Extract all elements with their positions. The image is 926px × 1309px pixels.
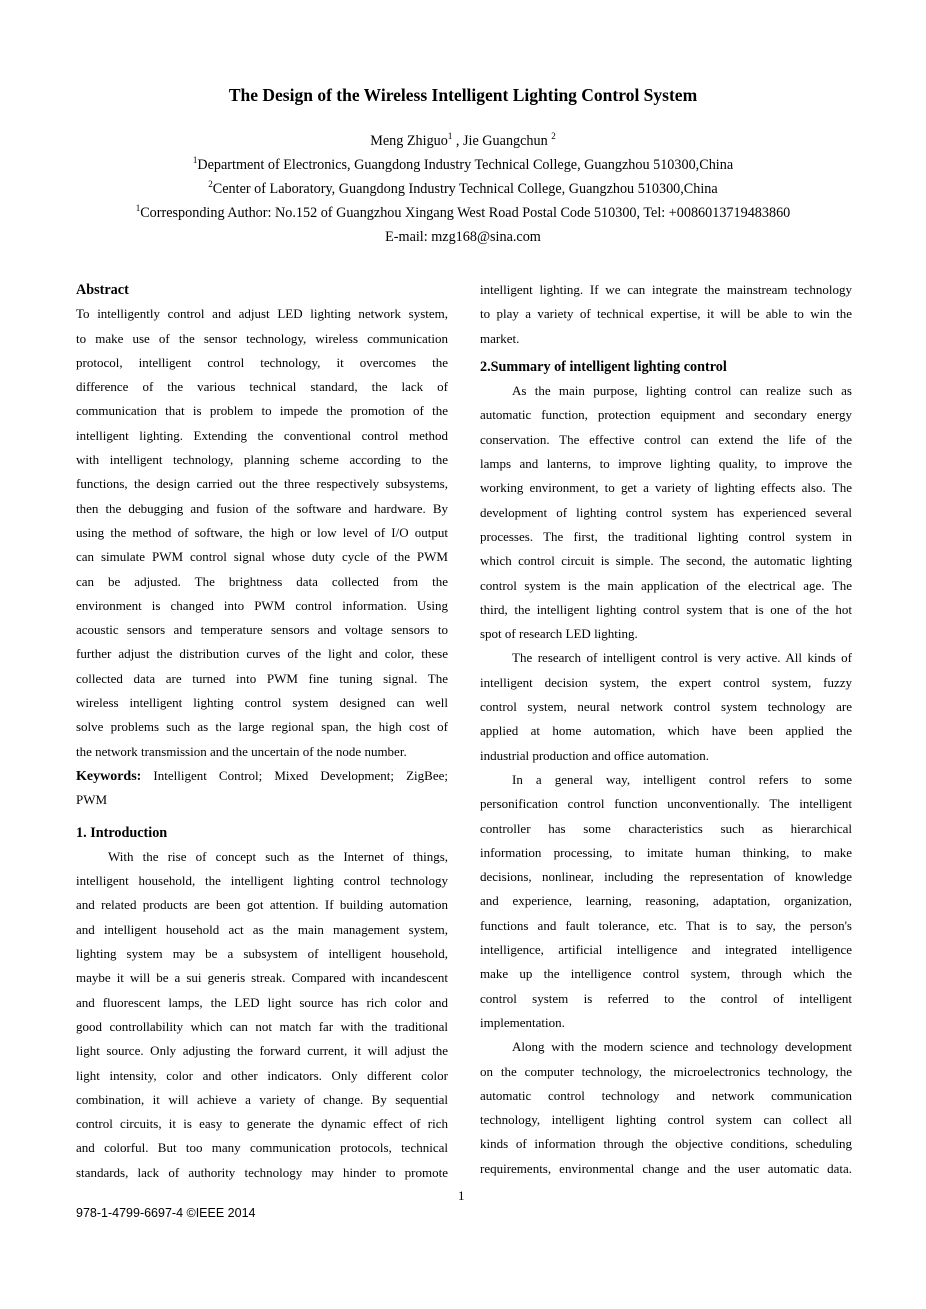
isbn-copyright: 978-1-4799-6697-4 ©IEEE 2014 bbox=[76, 1206, 256, 1220]
paragraph-line: industrial production and office automation. bbox=[480, 747, 710, 763]
author-1: Meng Zhiguo bbox=[370, 133, 448, 149]
email: E-mail: mzg168@sina.com bbox=[385, 229, 541, 245]
paragraph-line: kinds of information through the objective conditions, scheduling bbox=[480, 1136, 852, 1152]
abstract-line: environment is changed into PWM control information. Using bbox=[76, 597, 448, 613]
paragraph-line: make up the intelligence control system, through which the bbox=[480, 966, 852, 982]
author-separator: , bbox=[452, 133, 463, 149]
author-line bbox=[0, 133, 926, 150]
keywords-line-2: PWM bbox=[76, 792, 108, 808]
paragraph-line: functions and fault tolerance, etc. That is to say, the person's bbox=[480, 917, 852, 933]
affiliation-1-text: Department of Electronics, Guangdong Industry Technical College, Guangzhou 510300,China bbox=[197, 157, 734, 173]
paper-title: The Design of the Wireless Intelligent Lighting Control System bbox=[228, 85, 698, 105]
paragraph-line: information processing, to imitate human thinking, to make bbox=[480, 844, 852, 860]
author-2: Jie Guangchun bbox=[463, 133, 552, 149]
section-2-paragraph-4 bbox=[480, 1035, 852, 1181]
paragraph-line: The research of intelligent control is very active. All kinds of bbox=[512, 650, 852, 666]
corresponding-author-sup: 1 bbox=[135, 203, 141, 213]
paragraph-line: requirements, environmental change and the user automatic data. bbox=[480, 1160, 852, 1176]
abstract-line: can be adjusted. The brightness data collected from the bbox=[76, 573, 448, 589]
right-column bbox=[480, 278, 852, 1181]
abstract-line: To intelligently control and adjust LED lighting network system, bbox=[76, 306, 448, 322]
section-2-heading: 2.Summary of intelligent lighting control bbox=[480, 358, 727, 375]
paragraph-line: third, the intelligent lighting control system that is one of the hot bbox=[480, 601, 852, 617]
affiliation-1 bbox=[0, 157, 926, 174]
abstract-line: wireless intelligent lighting control system designed can well bbox=[76, 695, 448, 711]
keywords-label: Keywords: bbox=[76, 768, 142, 784]
abstract-line: further adjust the distribution curves of the light and color, these bbox=[76, 646, 448, 662]
paragraph-line: implementation. bbox=[480, 1014, 565, 1030]
paragraph-line: control system is the main application of the electrical age. The bbox=[480, 577, 852, 593]
author-2-sup: 2 bbox=[551, 131, 556, 141]
intro-line: and intelligent household act as the main management system, bbox=[76, 921, 448, 937]
author-1-sup: 1 bbox=[447, 131, 453, 141]
intro-line: control circuits, it is easy to generate the dynamic effect of rich bbox=[76, 1116, 448, 1132]
intro-line: light intensity, color and other indicators. Only different color bbox=[76, 1067, 448, 1083]
introduction-heading: 1. Introduction bbox=[76, 824, 168, 841]
paragraph-line: intelligent decision system, the expert control system, fuzzy bbox=[480, 674, 852, 690]
paragraph-line: lamps and lanterns, to improve lighting quality, to improve the bbox=[480, 456, 852, 472]
intro-line: and colorful. But too many communication protocols, technical bbox=[76, 1140, 448, 1156]
introduction-continued bbox=[480, 278, 852, 351]
section-2-paragraph-3 bbox=[480, 768, 852, 1035]
paragraph-line: conservation. The effective control can extend the life of the bbox=[480, 431, 852, 447]
paragraph-line: on the computer technology, the microelectronics technology, the bbox=[480, 1063, 852, 1079]
abstract-line: the network transmission and the uncertain of the node number. bbox=[76, 743, 407, 759]
intro-line: standards, lack of authority technology may hinder to promote bbox=[76, 1164, 448, 1180]
intro-line: good controllability which can not match far with the traditional bbox=[76, 1018, 448, 1034]
affiliation-2-sup: 2 bbox=[208, 179, 213, 189]
abstract-body bbox=[76, 302, 448, 764]
corresponding-author bbox=[0, 205, 926, 222]
left-column bbox=[76, 278, 448, 1185]
paragraph-line: spot of research LED lighting. bbox=[480, 626, 638, 642]
affiliation-2-text: Center of Laboratory, Guangdong Industry Technical College, Guangzhou 510300,China bbox=[212, 181, 718, 197]
paragraph-line: and experience, learning, reasoning, adaptation, organization, bbox=[480, 893, 852, 909]
paragraph-line: automatic function, protection equipment and secondary energy bbox=[480, 407, 852, 423]
affiliation-2 bbox=[0, 181, 926, 198]
intro-line: intelligent household, the intelligent lighting control technology bbox=[76, 873, 448, 889]
intro-line: With the rise of concept such as the Internet of things, bbox=[108, 848, 448, 864]
paragraph-line: control system, neural network control system technology are bbox=[480, 699, 852, 715]
intro-cont-line: intelligent lighting. If we can integrate the mainstream technology bbox=[480, 282, 852, 297]
section-2-paragraph-2 bbox=[480, 646, 852, 767]
abstract-line: communication that is problem to impede the promotion of the bbox=[76, 403, 448, 419]
intro-line: and related products are been got attention. If building automation bbox=[76, 897, 448, 913]
page-number: 1 bbox=[458, 1188, 465, 1203]
paragraph-line: processes. The first, the traditional lighting control system in bbox=[480, 528, 852, 544]
paragraph-line: working environment, to get a variety of lighting effects also. The bbox=[480, 480, 852, 496]
abstract-line: with intelligent technology, planning scheme according to the bbox=[76, 452, 448, 468]
paragraph-line: decisions, nonlinear, including the representation of knowledge bbox=[480, 869, 852, 885]
paragraph-line: As the main purpose, lighting control can realize such as bbox=[512, 383, 852, 399]
section-2-paragraph-1 bbox=[480, 379, 852, 646]
paragraph-line: Along with the modern science and technology development bbox=[512, 1039, 852, 1055]
paragraph-line: controller has some characteristics such as hierarchical bbox=[480, 820, 852, 836]
intro-cont-line: market. bbox=[480, 330, 520, 346]
keywords-line bbox=[76, 764, 448, 788]
intro-cont-line: to play a variety of technical expertise, it will be able to win the bbox=[480, 306, 852, 322]
paragraph-line: which control circuit is simple. The second, the automatic lighting bbox=[480, 553, 852, 569]
abstract-line: acoustic sensors and temperature sensors and voltage sensors to bbox=[76, 622, 448, 638]
intro-line: and fluorescent lamps, the LED light source has rich color and bbox=[76, 994, 448, 1010]
paragraph-line: intelligence, artificial intelligence and integrated intelligence bbox=[480, 942, 852, 958]
intro-line: combination, it will achieve a variety of change. By sequential bbox=[76, 1091, 448, 1107]
intro-line: maybe it will be a sui generis streak. Compared with incandescent bbox=[76, 970, 448, 986]
abstract-line: intelligent lighting. Extending the conventional control method bbox=[76, 427, 448, 443]
abstract-line: solve problems such as the large regional span, the high cost of bbox=[76, 719, 448, 735]
paragraph-line: In a general way, intelligent control refers to some bbox=[512, 771, 852, 787]
abstract-line: then the debugging and fusion of the software and hardware. By bbox=[76, 500, 448, 516]
corresponding-author-text: Corresponding Author: No.152 of Guangzhou Xingang West Road Postal Code 510300, Tel: +0086013719483860 bbox=[140, 205, 791, 221]
paragraph-line: control system is referred to the control of intelligent bbox=[480, 990, 852, 1006]
abstract-line: using the method of software, the high or low level of I/O output bbox=[76, 524, 448, 540]
introduction-body bbox=[76, 845, 448, 1185]
intro-line: lighting system may be a subsystem of intelligent household, bbox=[76, 946, 448, 962]
abstract-line: protocol, intelligent control technology, it overcomes the bbox=[76, 354, 448, 370]
paragraph-line: development of lighting control system has experienced several bbox=[480, 504, 852, 520]
paragraph-line: automatic control technology and network communication bbox=[480, 1087, 852, 1103]
paragraph-line: technology, intelligent lighting control system can collect all bbox=[480, 1112, 852, 1128]
keywords-text: Intelligent Control; Mixed Development; ZigBee; bbox=[141, 767, 448, 783]
affiliation-1-sup: 1 bbox=[192, 155, 198, 165]
intro-line: light source. Only adjusting the forward current, it will adjust the bbox=[76, 1043, 448, 1059]
paragraph-line: applied at home automation, which have been applied the bbox=[480, 723, 852, 739]
abstract-line: can simulate PWM control signal whose duty cycle of the PWM bbox=[76, 549, 448, 565]
paragraph-line: personification control function unconventionally. The intelligent bbox=[480, 796, 852, 812]
abstract-line: to make use of the sensor technology, wireless communication bbox=[76, 330, 448, 346]
abstract-heading: Abstract bbox=[76, 282, 129, 298]
abstract-line: difference of the various technical standard, the lack of bbox=[76, 379, 448, 395]
abstract-line: collected data are turned into PWM fine tuning signal. The bbox=[76, 670, 448, 686]
abstract-line: functions, the design carried out the three respectively subsystems, bbox=[76, 476, 448, 492]
